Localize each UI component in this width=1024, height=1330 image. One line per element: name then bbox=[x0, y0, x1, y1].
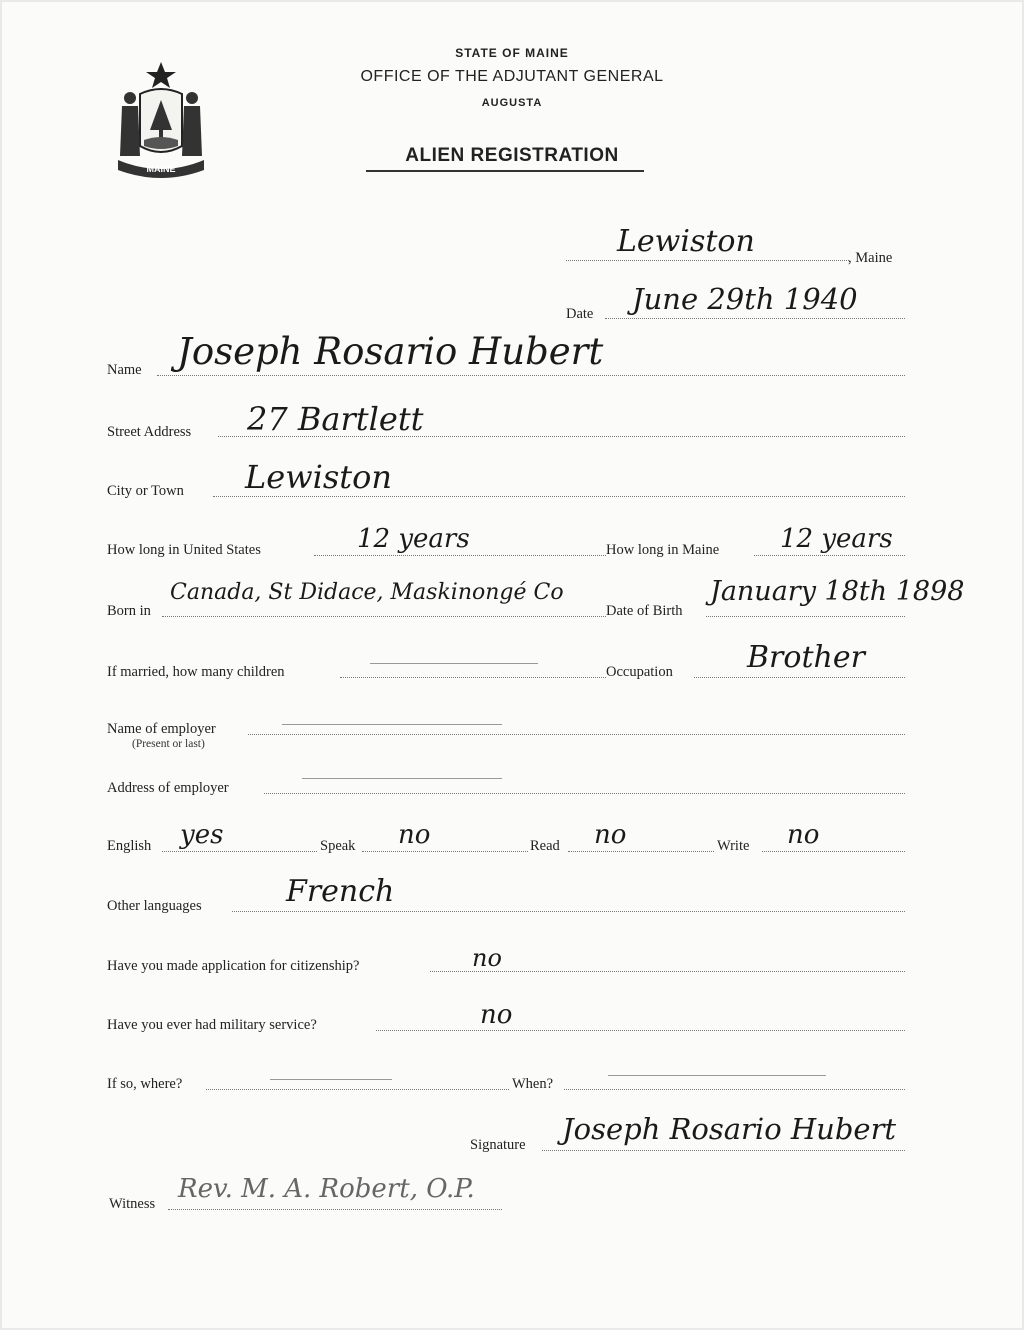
how-long-us-value: 12 years bbox=[357, 524, 470, 554]
witness-line bbox=[168, 1209, 502, 1210]
form-title: ALIEN REGISTRATION bbox=[405, 145, 619, 166]
when-dash bbox=[608, 1075, 826, 1076]
military-value: no bbox=[480, 1000, 513, 1030]
how-long-maine-value: 12 years bbox=[780, 524, 893, 554]
if-so-where-label: If so, where? bbox=[107, 1076, 183, 1092]
name-line bbox=[157, 375, 905, 376]
employer-label: Name of employer bbox=[107, 721, 216, 737]
employer-dash bbox=[282, 724, 502, 725]
speak-label: Speak bbox=[320, 838, 356, 854]
date-of-birth-line bbox=[706, 616, 905, 617]
town-value: Lewiston bbox=[617, 224, 755, 259]
how-long-maine-line bbox=[754, 555, 905, 556]
form-page bbox=[2, 2, 1022, 1328]
name-label: Name bbox=[107, 362, 142, 378]
citizenship-value: no bbox=[472, 944, 502, 972]
occupation-value: Brother bbox=[747, 640, 865, 675]
how-long-us-label: How long in United States bbox=[107, 542, 261, 558]
speak-line bbox=[362, 851, 528, 852]
if-so-where-dash bbox=[270, 1079, 392, 1080]
born-in-label: Born in bbox=[107, 603, 151, 619]
city-label: City or Town bbox=[107, 483, 184, 499]
military-label: Have you ever had military service? bbox=[107, 1017, 317, 1033]
how-long-us-line bbox=[314, 555, 606, 556]
military-line bbox=[376, 1030, 905, 1031]
street-value: 27 Bartlett bbox=[247, 400, 424, 438]
office-heading: OFFICE OF THE ADJUTANT GENERAL bbox=[360, 68, 664, 85]
write-label: Write bbox=[717, 838, 750, 854]
date-value: June 29th 1940 bbox=[632, 282, 858, 316]
state-heading: STATE OF MAINE bbox=[455, 46, 569, 60]
children-label: If married, how many children bbox=[107, 664, 285, 680]
date-of-birth-value: January 18th 1898 bbox=[710, 576, 965, 607]
write-line bbox=[762, 851, 905, 852]
read-label: Read bbox=[530, 838, 560, 854]
signature-line bbox=[542, 1150, 905, 1151]
when-label: When? bbox=[512, 1076, 554, 1092]
maine-label: , Maine bbox=[848, 250, 893, 266]
signature-value: Joseph Rosario Hubert bbox=[562, 1112, 897, 1146]
employer-address-label: Address of employer bbox=[107, 780, 229, 796]
witness-value: Rev. M. A. Robert, O.P. bbox=[178, 1174, 475, 1204]
if-so-where-line bbox=[206, 1089, 509, 1090]
street-label: Street Address bbox=[107, 424, 192, 440]
city-value: Lewiston bbox=[245, 458, 392, 496]
read-line bbox=[568, 851, 714, 852]
when-line bbox=[564, 1089, 905, 1090]
employer-line bbox=[248, 734, 905, 735]
name-value: Joseph Rosario Hubert bbox=[177, 330, 604, 373]
title-underline bbox=[366, 170, 644, 172]
how-long-maine-label: How long in Maine bbox=[606, 542, 720, 558]
write-value: no bbox=[787, 820, 820, 850]
employer-address-dash bbox=[302, 778, 502, 779]
english-value: yes bbox=[180, 820, 224, 850]
town-line bbox=[566, 260, 849, 261]
date-label: Date bbox=[566, 306, 594, 322]
english-line bbox=[162, 851, 317, 852]
citizenship-label: Have you made application for citizenship? bbox=[107, 958, 360, 974]
city-heading: AUGUSTA bbox=[481, 97, 543, 109]
read-value: no bbox=[594, 820, 627, 850]
seal-banner-text: MAINE bbox=[146, 164, 176, 174]
born-in-value: Canada, St Didace, Maskinongé Co bbox=[170, 580, 564, 605]
signature-label: Signature bbox=[470, 1137, 526, 1153]
maine-state-seal bbox=[110, 60, 212, 182]
children-line bbox=[340, 677, 606, 678]
english-label: English bbox=[107, 838, 152, 854]
witness-label: Witness bbox=[109, 1196, 156, 1212]
children-dash bbox=[370, 663, 538, 664]
occupation-line bbox=[694, 677, 905, 678]
speak-value: no bbox=[398, 820, 431, 850]
born-in-line bbox=[162, 616, 606, 617]
occupation-label: Occupation bbox=[606, 664, 673, 680]
other-languages-line bbox=[232, 911, 905, 912]
date-line bbox=[605, 318, 905, 319]
employer-sublabel: (Present or last) bbox=[132, 738, 205, 750]
other-languages-value: French bbox=[286, 874, 395, 909]
other-languages-label: Other languages bbox=[107, 898, 202, 914]
city-line bbox=[213, 496, 905, 497]
date-of-birth-label: Date of Birth bbox=[606, 603, 683, 619]
employer-address-line bbox=[264, 793, 905, 794]
